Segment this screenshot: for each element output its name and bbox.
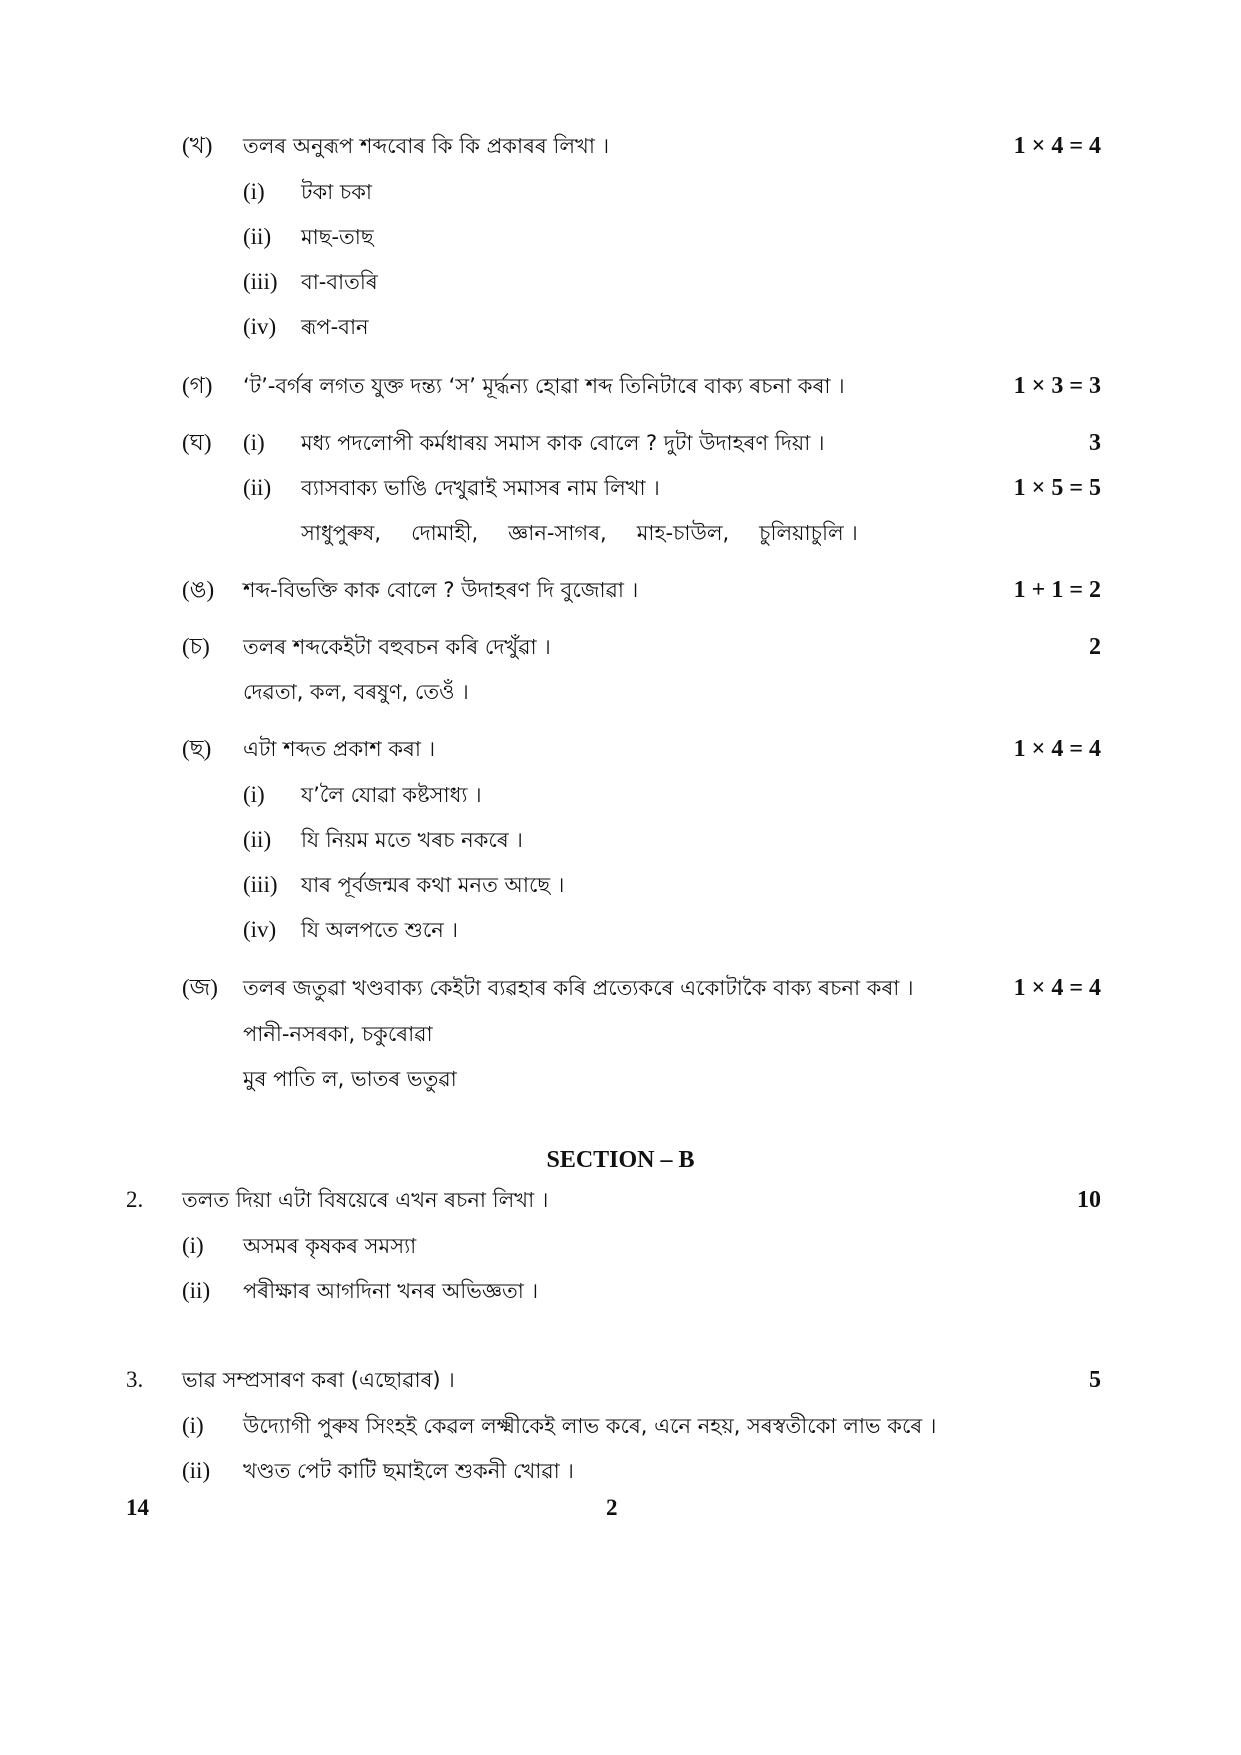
item-text: যি নিয়ম মতে খৰচ নকৰে ।	[301, 828, 523, 852]
item-label: (iii)	[243, 269, 278, 294]
item-text: অসমৰ কৃষকৰ সমস্যা	[243, 1234, 417, 1258]
item-text: টকা চকা	[301, 180, 373, 204]
item-text: ব্যাসবাক্য ভাঙি দেখুৱাই সমাসৰ নাম লিখা ।	[301, 476, 660, 500]
question-text: এটা শব্দত প্ৰকাশ কৰা ।	[243, 737, 436, 761]
word: দোমাহী,	[411, 521, 479, 545]
section-heading: SECTION – B	[546, 1147, 695, 1173]
item-label: (ii)	[243, 475, 272, 500]
item-label: (i)	[182, 1233, 204, 1258]
question-label: (জ)	[182, 975, 218, 1000]
item-label: (ii)	[243, 224, 272, 249]
item-text: পৰীক্ষাৰ আগদিনা খনৰ অভিজ্ঞতা ।	[243, 1279, 539, 1303]
marks: 1 × 5 = 5	[1013, 475, 1101, 501]
question-text: তলৰ জতুৱা খণ্ডবাক্য কেইটা ব্যৱহাৰ কৰি প্ৰত্যেকৰে একোটাকৈ বাক্য ৰচনা কৰা ।	[243, 976, 914, 1000]
question-label: (ঙ)	[182, 577, 215, 602]
question-number: 2.	[126, 1187, 144, 1212]
page-number: 2	[606, 1495, 618, 1520]
item-text: য’লৈ যোৱা কষ্টসাধ্য ।	[301, 783, 482, 807]
item-text: যি অলপতে শুনে ।	[301, 918, 458, 942]
item-text: উদ্যোগী পুৰুষ সিংহই কেৱল লক্ষ্মীকেই লাভ কৰে, এনে নহয়, সৰস্বতীকো লাভ কৰে ।	[243, 1414, 937, 1438]
question-text: ‘ট’-বৰ্গৰ লগত যুক্ত দন্ত্য ‘স’ মূৰ্দ্ধন্য হোৱা শব্দ তিনিটাৰে বাক্য ৰচনা কৰা ।	[243, 374, 845, 398]
question-text: তলত দিয়া এটা বিষয়েৰে এখন ৰচনা লিখা ।	[182, 1188, 549, 1212]
question-text: শব্দ-বিভক্তি কাক বোলে ? উদাহৰণ দি বুজোৱা ।	[243, 578, 639, 602]
question-label: (ছ)	[182, 736, 212, 761]
item-label: (iii)	[243, 872, 278, 897]
question-text: ভাৱ সম্প্ৰসাৰণ কৰা (এছোৱাৰ) ।	[182, 1368, 455, 1392]
item-text: খণ্ডত পেট কাটি ছমাইলে শুকনী খোৱা ।	[243, 1459, 574, 1483]
word: চুলিয়াচুলি ।	[759, 521, 858, 545]
question-label: (খ)	[182, 133, 213, 158]
marks: 1 × 3 = 3	[1013, 373, 1101, 399]
question-text: তলৰ শব্দকেইটা বহুবচন কৰি দেখুঁৱা ।	[243, 635, 551, 659]
marks: 1 × 4 = 4	[1013, 133, 1101, 159]
marks: 1 × 4 = 4	[1013, 975, 1101, 1001]
marks: 1 + 1 = 2	[1013, 577, 1101, 603]
item-label: (iv)	[243, 314, 277, 339]
item-label: (ii)	[182, 1278, 211, 1303]
item-text: মধ্য পদলোপী কৰ্মধাৰয় সমাস কাক বোলে ? দুটা উদাহৰণ দিয়া ।	[301, 431, 825, 455]
item-label: (iv)	[243, 917, 277, 942]
phrase-line: পানী-নসৰকা, চকুৰোৱা	[243, 1022, 433, 1046]
marks: 2	[1089, 634, 1101, 660]
word-list	[301, 519, 888, 547]
question-label: (ঘ)	[182, 430, 212, 455]
item-label: (i)	[243, 179, 265, 204]
item-label: (ii)	[243, 827, 272, 852]
item-label: (i)	[182, 1413, 204, 1438]
word: মাহ-চাউল,	[636, 521, 730, 545]
item-text: যাৰ পূৰ্বজন্মৰ কথা মনত আছে ।	[301, 873, 565, 897]
phrase-line: মুৰ পাতি ল, ভাতৰ ভতুৱা	[243, 1067, 457, 1091]
paper-code: 14	[126, 1495, 149, 1520]
word: সাধুপুৰুষ,	[301, 521, 382, 545]
word-list: দেৱতা, কল, বৰষুণ, তেওঁ ।	[243, 680, 469, 704]
item-label: (i)	[243, 430, 265, 455]
marks: 1 × 4 = 4	[1013, 736, 1101, 762]
word: জ্ঞান-সাগৰ,	[508, 521, 607, 545]
marks: 3	[1089, 430, 1101, 456]
question-label: (গ)	[182, 373, 213, 398]
marks: 5	[1089, 1367, 1101, 1393]
item-text: মাছ-তাছ	[301, 225, 374, 249]
question-number: 3.	[126, 1367, 144, 1392]
question-label: (চ)	[182, 634, 210, 659]
item-text: বা-বাতৰি	[301, 270, 378, 294]
question-text: তলৰ অনুৰূপ শব্দবোৰ কি কি প্ৰকাৰৰ লিখা ।	[243, 134, 610, 158]
item-label: (ii)	[182, 1458, 211, 1483]
item-text: ৰূপ-বান	[301, 315, 369, 339]
marks: 10	[1077, 1187, 1101, 1213]
item-label: (i)	[243, 782, 265, 807]
